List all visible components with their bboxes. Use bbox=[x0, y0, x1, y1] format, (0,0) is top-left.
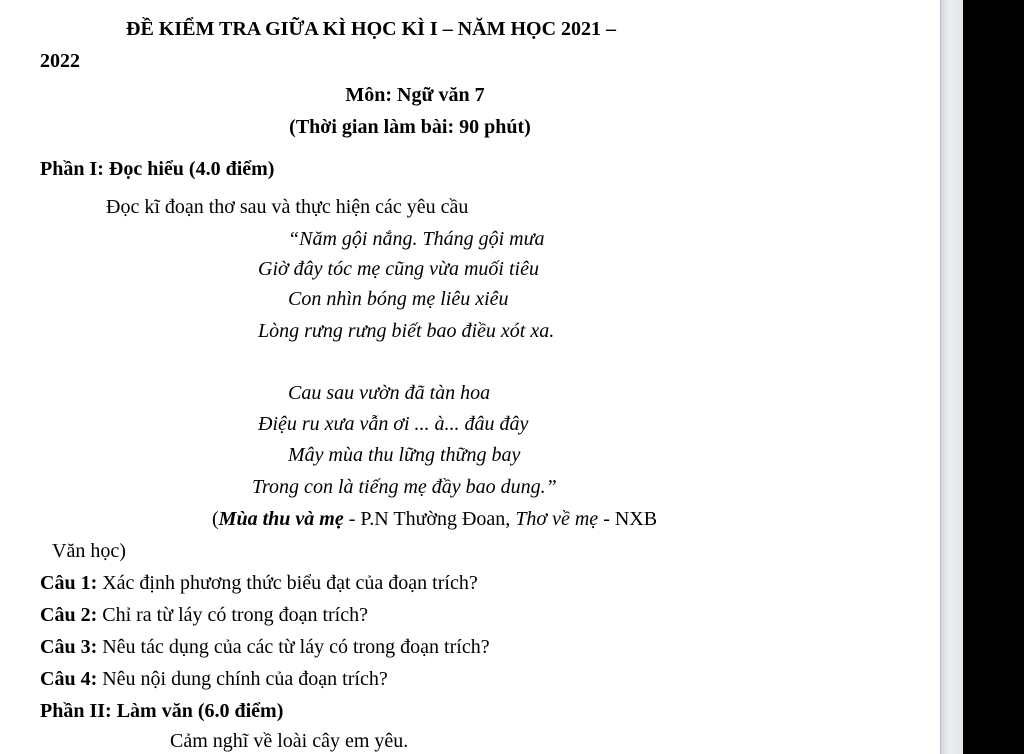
poem-line: Trong con là tiếng mẹ đầy bao dung.” bbox=[252, 476, 557, 498]
poem-source-continued: Văn học) bbox=[52, 540, 126, 562]
question-label: Câu 2: bbox=[40, 604, 98, 626]
poem-line: Con nhìn bóng mẹ liêu xiêu bbox=[288, 288, 509, 310]
poem-line: Cau sau vườn đã tàn hoa bbox=[288, 382, 491, 404]
poem-source bbox=[212, 506, 657, 532]
part1-instruction: Đọc kĩ đoạn thơ sau và thực hiện các yêu cầu bbox=[106, 196, 469, 218]
source-work-title: Mùa thu và mẹ bbox=[218, 508, 344, 530]
part2-task: Cảm nghĩ về loài cây em yêu. bbox=[170, 730, 409, 752]
question-text: Nêu tác dụng của các từ láy có trong đoạn trích? bbox=[97, 636, 490, 658]
question-item bbox=[40, 602, 368, 628]
poem-line: Lòng rưng rưng biết bao điều xót xa. bbox=[258, 320, 555, 342]
poem-line: Mây mùa thu lững thững bay bbox=[288, 444, 521, 466]
source-publisher: - NXB bbox=[598, 508, 658, 530]
exam-title-line2: 2022 bbox=[40, 50, 80, 72]
part1-heading: Phần I: Đọc hiểu (4.0 điểm) bbox=[40, 158, 275, 180]
question-label: Câu 3: bbox=[40, 636, 98, 658]
exam-subject: Môn: Ngữ văn 7 bbox=[345, 84, 485, 106]
poem-line: “Năm gội nắng. Tháng gội mưa bbox=[288, 228, 545, 250]
question-text: Xác định phương thức biểu đạt của đoạn trích? bbox=[97, 572, 478, 594]
poem-line: Điệu ru xưa vẫn ơi ... à... đâu đây bbox=[258, 413, 529, 435]
question-item bbox=[40, 634, 490, 660]
source-author: - P.N Thường Đoan, bbox=[343, 508, 516, 530]
question-label: Câu 1: bbox=[40, 572, 98, 594]
source-book-title: Thơ về mẹ bbox=[515, 508, 599, 530]
part2-heading: Phần II: Làm văn (6.0 điểm) bbox=[40, 700, 284, 722]
exam-title-line1: ĐỀ KIỂM TRA GIỮA KÌ HỌC KÌ I – NĂM HỌC 2021 – bbox=[126, 18, 617, 40]
exam-duration: (Thời gian làm bài: 90 phút) bbox=[289, 116, 531, 138]
poem-line: Giờ đây tóc mẹ cũng vừa muối tiêu bbox=[258, 258, 539, 280]
window-edge-scrollbar[interactable] bbox=[940, 0, 963, 754]
question-text: Nêu nội dung chính của đoạn trích? bbox=[97, 668, 388, 690]
question-item bbox=[40, 570, 478, 596]
question-text: Chỉ ra từ láy có trong đoạn trích? bbox=[97, 604, 368, 626]
question-label: Câu 4: bbox=[40, 668, 98, 690]
question-item bbox=[40, 666, 388, 692]
source-open-paren: ( bbox=[212, 508, 219, 530]
